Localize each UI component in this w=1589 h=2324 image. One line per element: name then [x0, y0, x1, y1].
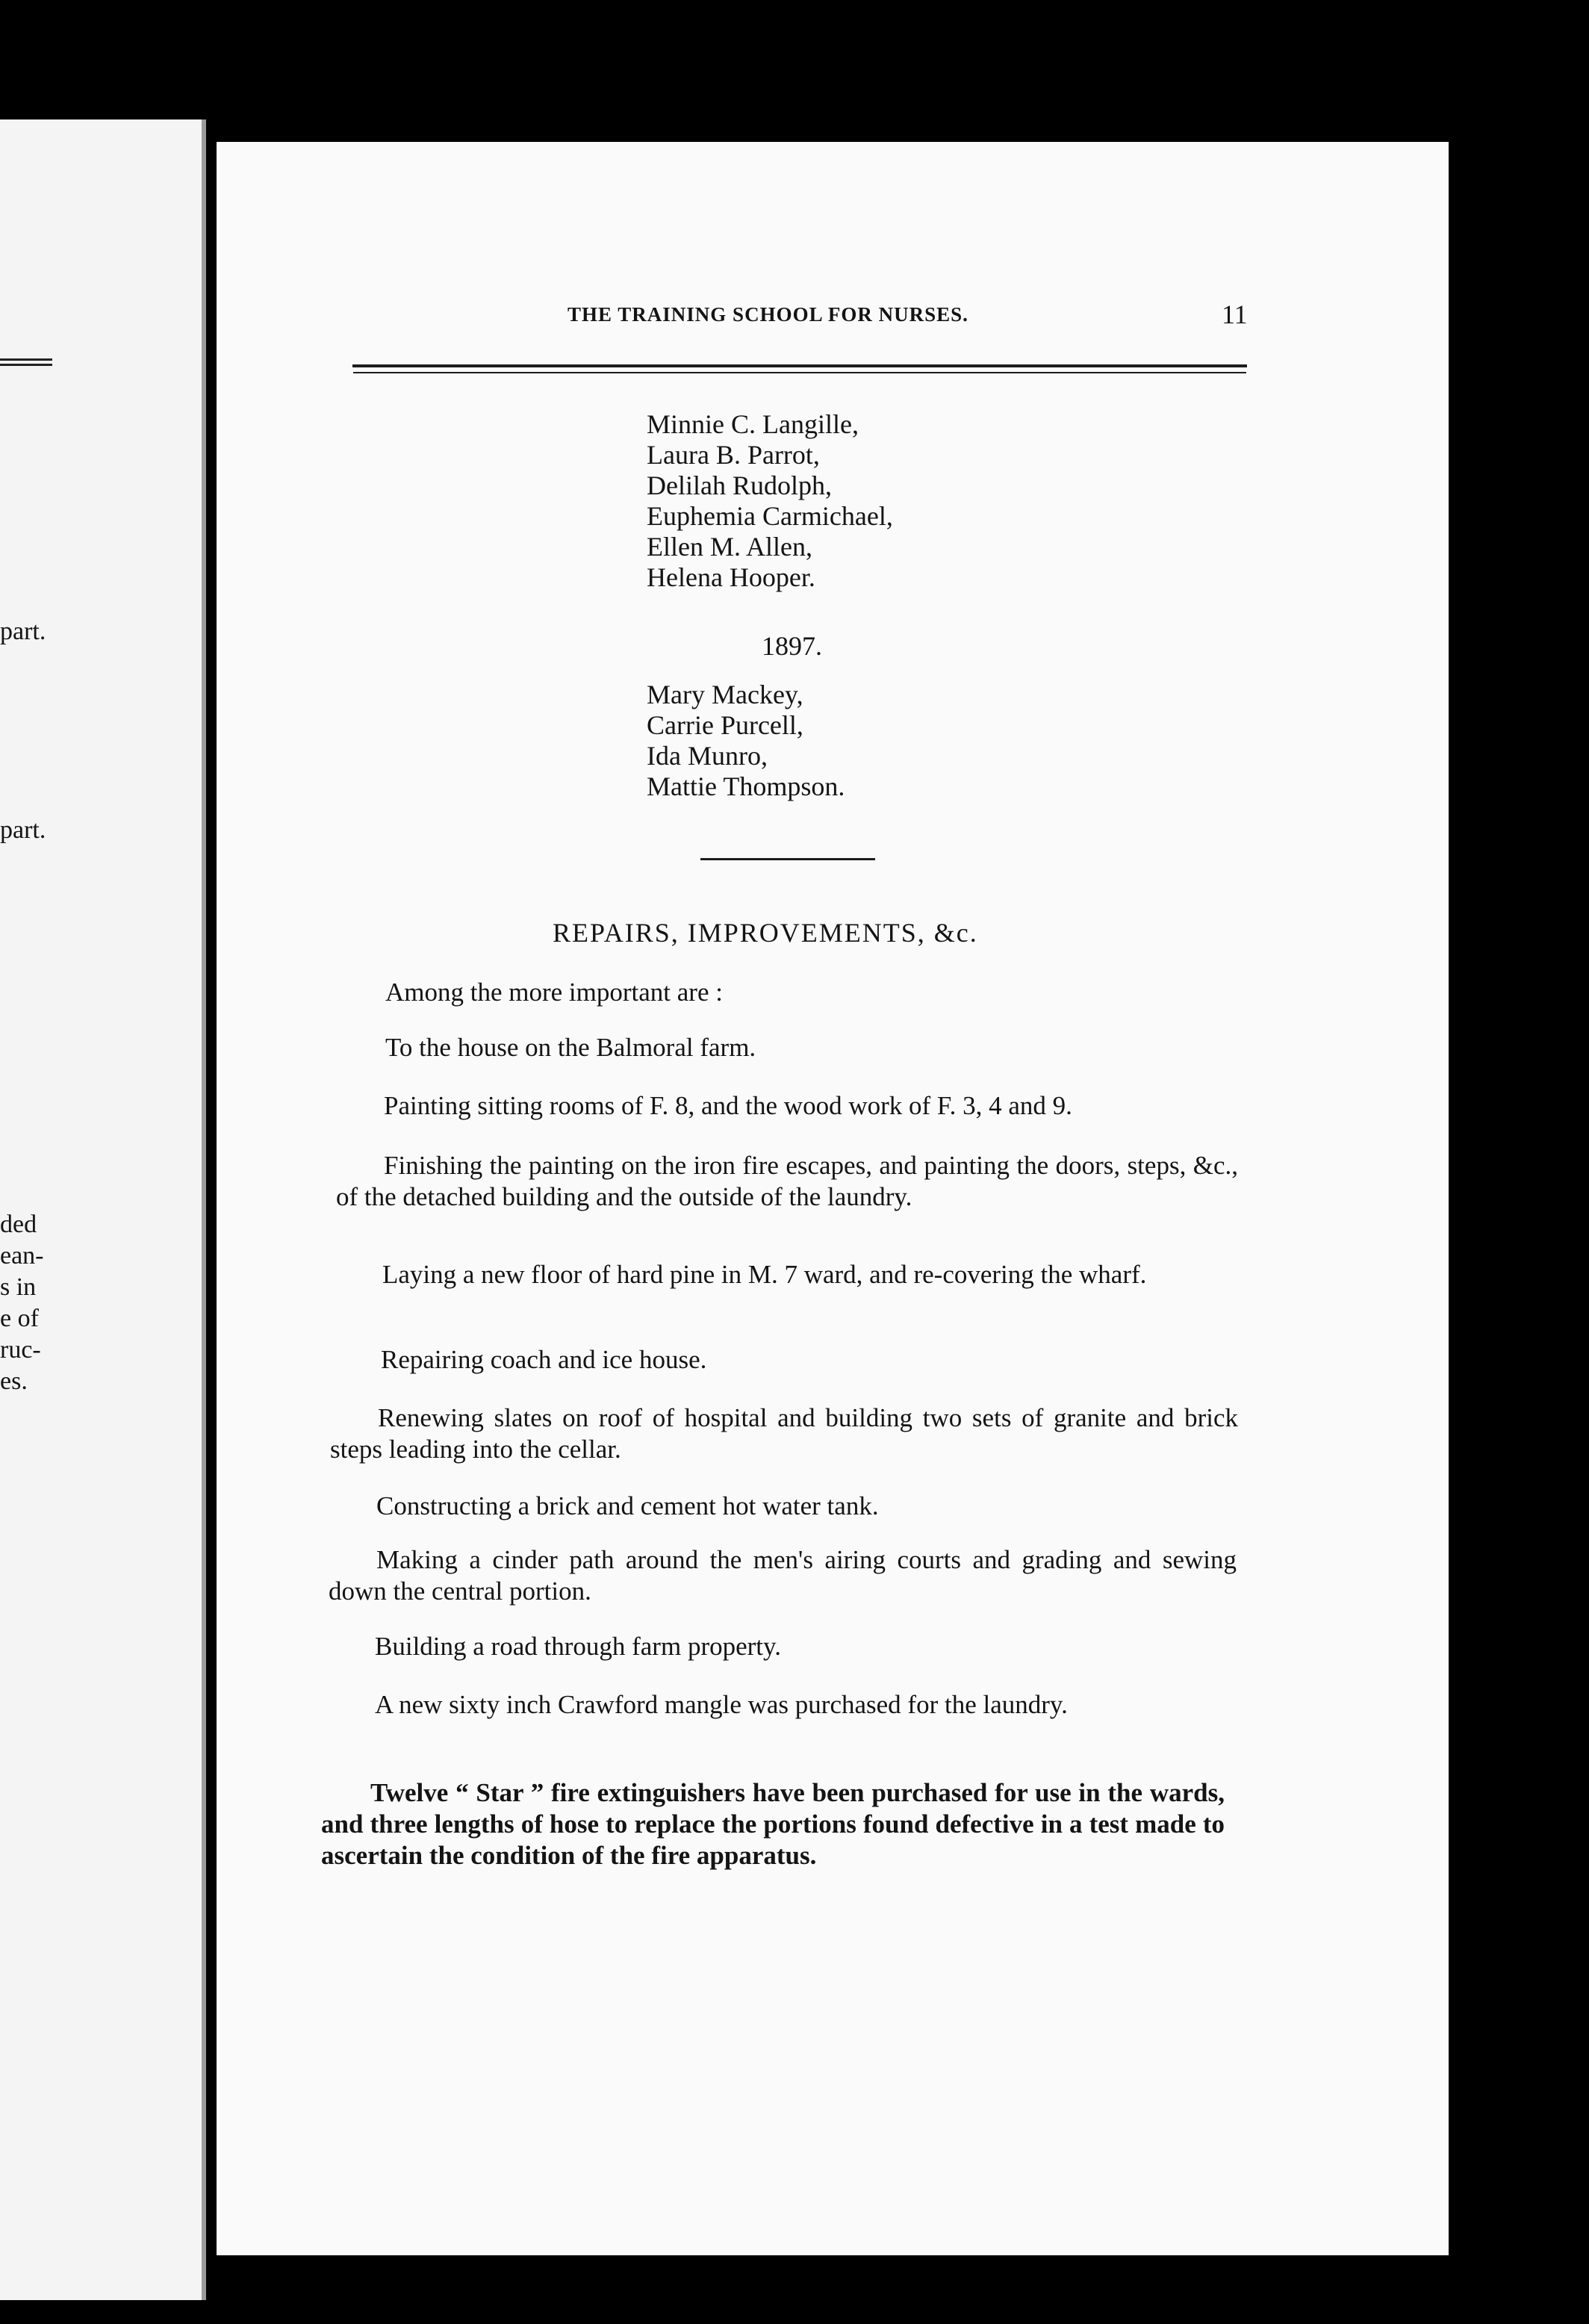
name-entry: Delilah Rudolph, [647, 470, 832, 500]
name-entry: Laura B. Parrot, [647, 440, 820, 470]
paragraph: Twelve “ Star ” fire extinguishers have been purchased for use in the wards, and three lengths of hose to replace the portions found defective in a test made to ascertain the condition of the fire apparatus. [321, 1778, 1225, 1870]
paragraph: To the house on the Balmoral farm. [385, 1033, 756, 1062]
left-fragment: ean- [0, 1242, 44, 1270]
name-entry: Helena Hooper. [647, 562, 815, 592]
left-page-rule [0, 358, 52, 361]
left-fragment: ded [0, 1211, 37, 1238]
paragraph: Building a road through farm property. [375, 1632, 781, 1661]
paragraph: Repairing coach and ice house. [381, 1345, 707, 1374]
left-fragment: es. [0, 1367, 28, 1395]
header-rule [352, 364, 1247, 367]
left-fragment: s in [0, 1273, 37, 1301]
running-header: THE TRAINING SCHOOL FOR NURSES. [568, 303, 968, 326]
paragraph: Painting sitting rooms of F. 8, and the wood work of F. 3, 4 and 9. [384, 1091, 1072, 1120]
names-list-before [647, 409, 893, 593]
paragraph: A new sixty inch Crawford mangle was purchased for the laundry. [375, 1690, 1068, 1719]
paragraph: Laying a new floor of hard pine in M. 7 ward, and re-covering the wharf. [382, 1260, 1147, 1289]
paragraph: Making a cinder path around the men's airing courts and grading and sewing down the central portion. [329, 1545, 1237, 1606]
left-fragment: ruc- [0, 1336, 41, 1364]
name-entry: Carrie Purcell, [647, 710, 803, 740]
name-entry: Ellen M. Allen, [647, 532, 812, 562]
names-list-after [647, 680, 845, 802]
year-heading: 1897. [762, 631, 822, 661]
name-entry: Ida Munro, [647, 741, 768, 771]
name-entry: Minnie C. Langille, [647, 409, 859, 439]
left-fragment: e of [0, 1305, 39, 1332]
left-fragment: part. [0, 618, 46, 645]
name-entry: Mary Mackey, [647, 680, 803, 709]
left-fragment: part. [0, 816, 46, 844]
section-title: REPAIRS, IMPROVEMENTS, &c. [553, 918, 978, 948]
paragraph: Finishing the painting on the iron fire escapes, and painting the doors, steps, &c., of the detached building and the outside of the laundry. [336, 1151, 1238, 1211]
name-entry: Euphemia Carmichael, [647, 501, 893, 531]
name-entry: Mattie Thompson. [647, 771, 845, 801]
paragraph: Renewing slates on roof of hospital and building two sets of granite and brick steps leading into the cellar. [330, 1403, 1238, 1464]
paragraph: Constructing a brick and cement hot water tank. [376, 1491, 879, 1520]
paragraph: Among the more important are : [385, 978, 723, 1007]
section-divider [700, 858, 875, 860]
page-number: 11 [1222, 299, 1248, 329]
